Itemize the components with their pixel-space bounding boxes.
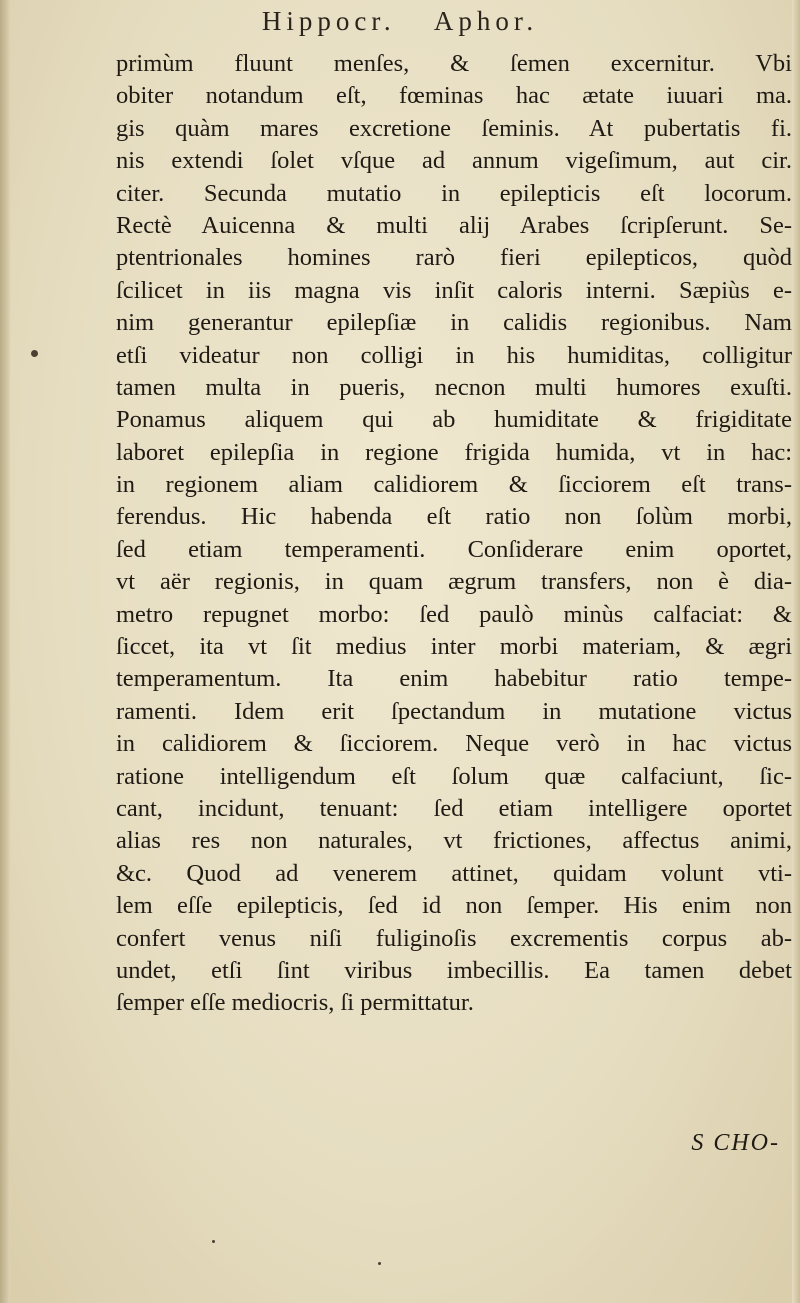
text-line: primùm fluunt menſes, & ſemen excernitur. Vbi: [116, 50, 792, 77]
text-line: &c. Quod ad venerem attinet, quidam volunt vti-: [116, 859, 792, 887]
text-line: alias res non naturales, vt frictiones, affectus animi,: [116, 827, 792, 855]
text-line: nim generantur epilepſiæ in calidis regionibus. Nam: [116, 309, 792, 337]
text-line: metro repugnet morbo: ſed paulò minùs calfaciat: &: [116, 600, 792, 628]
running-head-left: Hippocr.: [261, 6, 396, 36]
text-line: etſi videatur non colligi in his humiditas, colligitur: [116, 341, 792, 369]
text-line: obiter notandum eſt, fœminas hac ætate iuuari ma.: [116, 82, 792, 110]
text-line: ratione intelligendum eſt ſolum quæ calfaciunt, ſic-: [116, 762, 792, 790]
text-line: lem eſſe epilepticis, ſed id non ſemper. His enim non: [116, 892, 792, 920]
body-text: [116, 48, 792, 1020]
ink-speck: [31, 350, 38, 357]
text-line: tamen multa in pueris, necnon multi humores exuſti.: [116, 373, 792, 401]
text-line: temperamentum. Ita enim habebitur ratio tempe-: [116, 665, 792, 693]
text-line: Rectè Auicenna & multi alij Arabes ſcripſerunt. Se-: [116, 211, 792, 239]
text-line: laboret epilepſia in regione frigida humida, vt in hac:: [116, 438, 792, 466]
catchword: S CHO-: [691, 1130, 780, 1156]
text-line: Ponamus aliquem qui ab humiditate & frigiditate: [116, 406, 792, 434]
text-line: ptentrionales homines rarò fieri epilepticos, quòd: [116, 244, 792, 272]
text-line: cant, incidunt, tenuant: ſed etiam intelligere oportet: [116, 794, 792, 822]
text-line: ſcilicet in iis magna vis inſit caloris interni. Sæpiùs e-: [116, 276, 792, 304]
running-head-right: Aphor.: [433, 6, 539, 36]
ink-speck: [378, 1262, 381, 1265]
text-line: ramenti. Idem erit ſpectandum in mutatione victus: [116, 697, 792, 725]
text-line: ſed etiam temperamenti. Conſiderare enim oportet,: [116, 535, 792, 563]
text-line: gis quàm mares excretione ſeminis. At pubertatis fi.: [116, 114, 792, 142]
ink-speck: [212, 1240, 215, 1243]
text-line: nis extendi ſolet vſque ad annum vigeſimum, aut cir.: [116, 147, 792, 175]
text-line: vt aër regionis, in quam ægrum transfers, non è dia-: [116, 568, 792, 596]
page-gutter-shadow: [0, 0, 10, 1303]
text-line: confert venus niſi fuliginoſis excrementis corpus ab-: [116, 924, 792, 952]
text-line: undet, etſi ſint viribus imbecillis. Ea tamen debet: [116, 956, 792, 984]
text-line: ſiccet, ita vt ſit medius inter morbi materiam, & ægri: [116, 633, 792, 661]
text-line: citer. Secunda mutatio in epilepticis eſt locorum.: [116, 179, 792, 207]
page-edge-shadow: [792, 0, 800, 1303]
text-line: ferendus. Hic habenda eſt ratio non ſolùm morbi,: [116, 503, 792, 531]
text-line: ſemper eſſe mediocris, ſi permittatur.: [116, 989, 474, 1017]
text-line: in calidiorem & ſicciorem. Neque verò in hac victus: [116, 730, 792, 758]
text-line: in regionem aliam calidiorem & ſicciorem eſt trans-: [116, 471, 792, 499]
running-head: [0, 6, 800, 37]
